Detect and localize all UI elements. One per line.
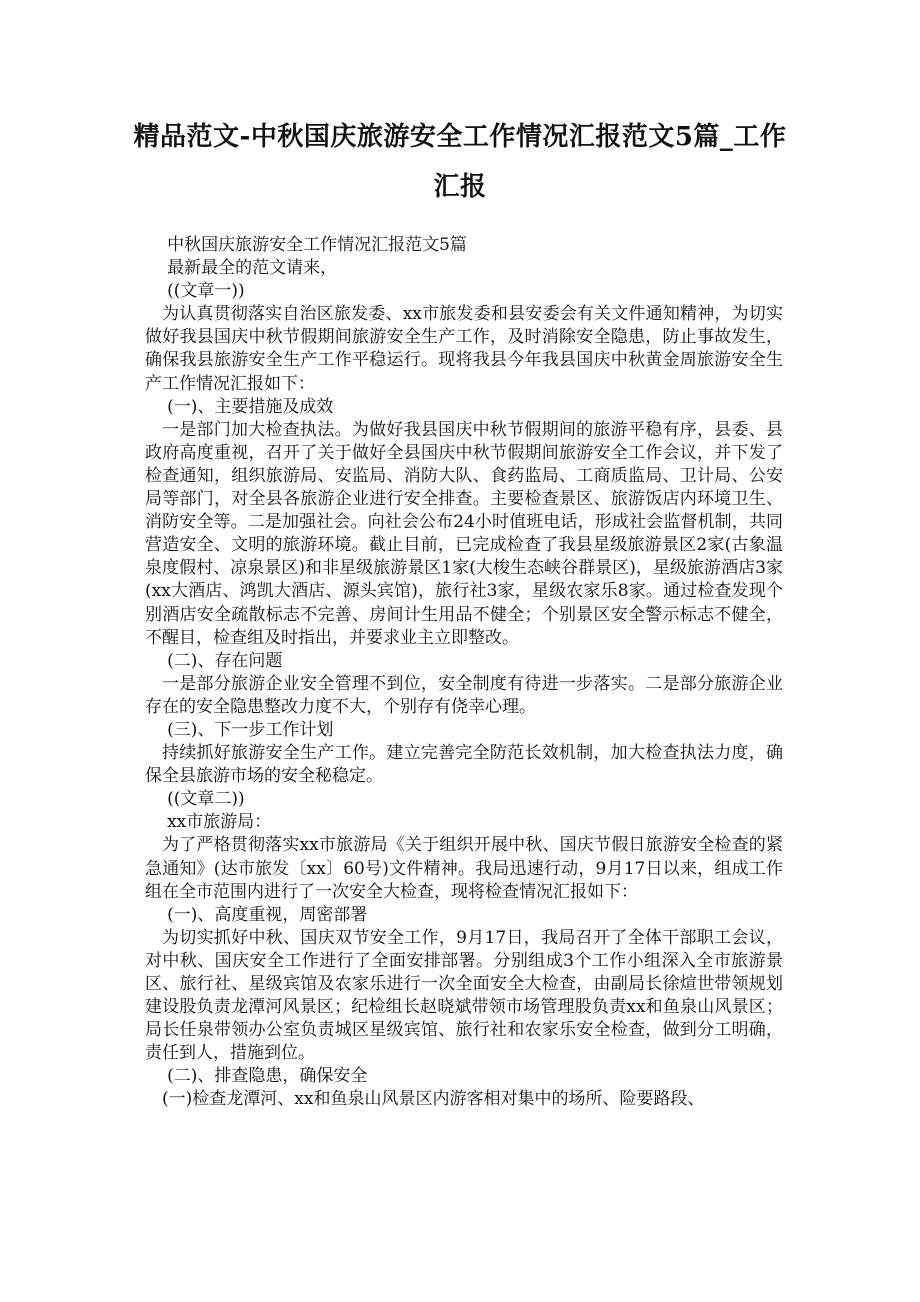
- body-paragraph: 为认真贯彻落实自治区旅发委、xx市旅发委和县安委会有关文件通知精神，为切实做好我县国庆中秋节假期间旅游安全生产工作，及时消除安全隐患，防止事故发生，确保我县旅游安全生产工作平稳运行。现将我县今年我县国庆中秋黄金周旅游安全生产工作情况汇报如下：: [145, 304, 783, 394]
- section-heading: (二)、存在问题: [167, 650, 283, 671]
- document-line: xx市旅游局：: [167, 812, 272, 833]
- body-paragraph: 为了严格贯彻落实xx市旅游局《关于组织开展中秋、国庆节假日旅游安全检查的紧急通知》(达市旅发〔xx〕60号)文件精神。我局迅速行动，9月17日以来，组成工作组在全市范围内进行了一次安全大检查，现将检查情况汇报如下：: [145, 835, 783, 902]
- document-body: [145, 234, 783, 1112]
- document-title: 精品范文-中秋国庆旅游安全工作情况汇报范文5篇_工作汇报: [133, 122, 787, 202]
- section-heading: (三)、下一步工作计划: [167, 719, 334, 740]
- section-heading: (二)、排查隐患，确保安全: [167, 1066, 368, 1087]
- document-line: ((文章二)): [167, 789, 245, 810]
- section-heading: (一)、高度重视，周密部署: [167, 904, 368, 925]
- body-paragraph: 一是部分旅游企业安全管理不到位，安全制度有待进一步落实。二是部分旅游企业存在的安全隐患整改力度不大，个别存有侥幸心理。: [145, 673, 783, 717]
- body-paragraph: 持续抓好旅游安全生产工作。建立完善完全防范长效机制，加大检查执法力度，确保全县旅游市场的安全秘稳定。: [145, 743, 783, 787]
- body-paragraph: 一是部门加大检查执法。为做好我县国庆中秋节假期间的旅游平稳有序，县委、县政府高度重视，召开了关于做好全县国庆中秋节假期间旅游安全工作会议，并下发了检查通知，组织旅游局、安监局、消防大队、食药监局、工商质监局、卫计局、公安局等部门，对全县各旅游企业进行安全排查。主要检查景区、旅游饭店内环境卫生、消防安全等。二是加强社会。向社会公布24小时值班电话，形成社会监督机制，共同营造安全、文明的旅游环境。截止目前，已完成检查了我县星级旅游景区2家(古象温泉度假村、凉泉景区)和非星级旅游景区1家(大梭生态峡谷群景区)，星级旅游酒店3家(xx大酒店、鸿凯大酒店、源头宾馆)，旅行社3家，星级农家乐8家。通过检查发现个别酒店安全疏散标志不完善、房间计生用品不健全；个别景区安全警示标志不健全，不醒目，检查组及时指出，并要求业主立即整改。: [145, 419, 783, 648]
- body-paragraph: 为切实抓好中秋、国庆双节安全工作，9月17日，我局召开了全体干部职工会议，对中秋、国庆安全工作进行了全面安排部署。分别组成3个工作小组深入全市旅游景区、旅行社、星级宾馆及农家乐进行一次全面安全大检查，由副局长徐煊世带领规划建设股负责龙潭河风景区；纪检组长赵晓斌带领市场管理股负责xx和鱼泉山风景区；局长任泉带领办公室负责城区星级宾馆、旅行社和农家乐安全检查，做到分工明确，责任到人，措施到位。: [145, 927, 783, 1064]
- body-paragraph: (一)检查龙潭河、xx和鱼泉山风景区内游客相对集中的场所、险要路段、: [162, 1089, 705, 1110]
- document-line: 中秋国庆旅游安全工作情况汇报范文5篇: [167, 235, 467, 255]
- document-line: ((文章一)): [167, 281, 245, 302]
- document-line: 最新最全的范文请来，: [167, 258, 338, 279]
- section-heading: (一)、主要措施及成效: [167, 396, 334, 417]
